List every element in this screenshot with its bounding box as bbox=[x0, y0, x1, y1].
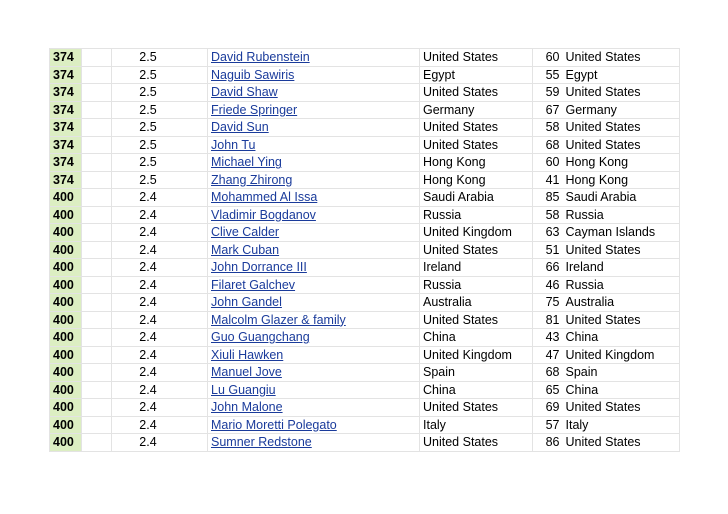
empty-cell bbox=[82, 329, 112, 347]
citizenship-cell: United States bbox=[420, 136, 533, 154]
person-link[interactable]: Michael Ying bbox=[211, 155, 282, 170]
net-worth-cell: 2.4 bbox=[112, 189, 208, 207]
net-worth-cell: 2.4 bbox=[112, 311, 208, 329]
name-cell bbox=[208, 154, 420, 172]
net-worth-cell: 2.4 bbox=[112, 206, 208, 224]
person-link[interactable]: David Rubenstein bbox=[211, 50, 310, 65]
person-link[interactable]: Malcolm Glazer & family bbox=[211, 312, 346, 327]
table-body bbox=[50, 49, 680, 452]
table-row bbox=[50, 49, 680, 67]
table-row bbox=[50, 434, 680, 452]
residence-cell: Hong Kong bbox=[564, 171, 680, 189]
empty-cell bbox=[82, 154, 112, 172]
person-link[interactable]: Zhang Zhirong bbox=[211, 172, 293, 187]
age-cell: 58 bbox=[533, 206, 564, 224]
table-row bbox=[50, 311, 680, 329]
table-row bbox=[50, 101, 680, 119]
citizenship-cell: Saudi Arabia bbox=[420, 189, 533, 207]
name-cell bbox=[208, 346, 420, 364]
empty-cell bbox=[82, 224, 112, 242]
net-worth-cell: 2.4 bbox=[112, 416, 208, 434]
empty-cell bbox=[82, 84, 112, 102]
empty-cell bbox=[82, 206, 112, 224]
name-cell bbox=[208, 399, 420, 417]
table-row bbox=[50, 399, 680, 417]
empty-cell bbox=[82, 276, 112, 294]
citizenship-cell: Germany bbox=[420, 101, 533, 119]
rank-cell: 400 bbox=[50, 259, 82, 277]
residence-cell: Hong Kong bbox=[564, 154, 680, 172]
age-cell: 67 bbox=[533, 101, 564, 119]
residence-cell: Cayman Islands bbox=[564, 224, 680, 242]
rank-cell: 400 bbox=[50, 381, 82, 399]
name-cell bbox=[208, 206, 420, 224]
age-cell: 85 bbox=[533, 189, 564, 207]
residence-cell: United States bbox=[564, 119, 680, 137]
citizenship-cell: United States bbox=[420, 241, 533, 259]
net-worth-cell: 2.5 bbox=[112, 66, 208, 84]
rank-cell: 400 bbox=[50, 224, 82, 242]
rank-cell: 374 bbox=[50, 154, 82, 172]
age-cell: 66 bbox=[533, 259, 564, 277]
rank-cell: 374 bbox=[50, 119, 82, 137]
age-cell: 86 bbox=[533, 434, 564, 452]
person-link[interactable]: Lu Guangiu bbox=[211, 382, 276, 397]
age-cell: 60 bbox=[533, 154, 564, 172]
name-cell bbox=[208, 364, 420, 382]
person-link[interactable]: John Tu bbox=[211, 137, 256, 152]
net-worth-cell: 2.4 bbox=[112, 294, 208, 312]
age-cell: 46 bbox=[533, 276, 564, 294]
citizenship-cell: Australia bbox=[420, 294, 533, 312]
person-link[interactable]: Clive Calder bbox=[211, 225, 280, 240]
net-worth-cell: 2.5 bbox=[112, 136, 208, 154]
net-worth-cell: 2.5 bbox=[112, 119, 208, 137]
rank-cell: 374 bbox=[50, 101, 82, 119]
residence-cell: United States bbox=[564, 84, 680, 102]
table-row bbox=[50, 136, 680, 154]
net-worth-cell: 2.5 bbox=[112, 101, 208, 119]
residence-cell: United States bbox=[564, 434, 680, 452]
residence-cell: Egypt bbox=[564, 66, 680, 84]
name-cell bbox=[208, 276, 420, 294]
name-cell bbox=[208, 66, 420, 84]
name-cell bbox=[208, 329, 420, 347]
age-cell: 57 bbox=[533, 416, 564, 434]
age-cell: 63 bbox=[533, 224, 564, 242]
citizenship-cell: United States bbox=[420, 84, 533, 102]
table-row bbox=[50, 276, 680, 294]
citizenship-cell: Italy bbox=[420, 416, 533, 434]
empty-cell bbox=[82, 136, 112, 154]
citizenship-cell: Russia bbox=[420, 206, 533, 224]
residence-cell: Ireland bbox=[564, 259, 680, 277]
residence-cell: Saudi Arabia bbox=[564, 189, 680, 207]
net-worth-cell: 2.5 bbox=[112, 84, 208, 102]
citizenship-cell: United States bbox=[420, 49, 533, 67]
rank-cell: 400 bbox=[50, 399, 82, 417]
name-cell bbox=[208, 294, 420, 312]
name-cell bbox=[208, 224, 420, 242]
citizenship-cell: United States bbox=[420, 434, 533, 452]
empty-cell bbox=[82, 49, 112, 67]
age-cell: 58 bbox=[533, 119, 564, 137]
residence-cell: United Kingdom bbox=[564, 346, 680, 364]
empty-cell bbox=[82, 346, 112, 364]
age-cell: 65 bbox=[533, 381, 564, 399]
person-link[interactable]: David Shaw bbox=[211, 85, 278, 100]
empty-cell bbox=[82, 416, 112, 434]
empty-cell bbox=[82, 364, 112, 382]
residence-cell: United States bbox=[564, 311, 680, 329]
rank-cell: 374 bbox=[50, 171, 82, 189]
age-cell: 51 bbox=[533, 241, 564, 259]
name-cell bbox=[208, 416, 420, 434]
empty-cell bbox=[82, 241, 112, 259]
table-row bbox=[50, 119, 680, 137]
table-row bbox=[50, 346, 680, 364]
person-link[interactable]: Mark Cuban bbox=[211, 242, 280, 257]
net-worth-cell: 2.4 bbox=[112, 329, 208, 347]
person-link[interactable]: Vladimir Bogdanov bbox=[211, 207, 316, 222]
name-cell bbox=[208, 189, 420, 207]
name-cell bbox=[208, 49, 420, 67]
empty-cell bbox=[82, 434, 112, 452]
age-cell: 47 bbox=[533, 346, 564, 364]
net-worth-cell: 2.4 bbox=[112, 224, 208, 242]
citizenship-cell: United States bbox=[420, 311, 533, 329]
net-worth-cell: 2.4 bbox=[112, 381, 208, 399]
name-cell bbox=[208, 84, 420, 102]
net-worth-cell: 2.5 bbox=[112, 171, 208, 189]
name-cell bbox=[208, 434, 420, 452]
table-row bbox=[50, 294, 680, 312]
person-link[interactable]: Guo Guangchang bbox=[211, 330, 310, 345]
rank-cell: 400 bbox=[50, 206, 82, 224]
person-link[interactable]: Friede Springer bbox=[211, 102, 298, 117]
empty-cell bbox=[82, 189, 112, 207]
citizenship-cell: China bbox=[420, 381, 533, 399]
net-worth-cell: 2.4 bbox=[112, 259, 208, 277]
empty-cell bbox=[82, 311, 112, 329]
name-cell bbox=[208, 381, 420, 399]
name-cell bbox=[208, 241, 420, 259]
rank-cell: 400 bbox=[50, 241, 82, 259]
table-row bbox=[50, 381, 680, 399]
table-row bbox=[50, 154, 680, 172]
empty-cell bbox=[82, 399, 112, 417]
citizenship-cell: Russia bbox=[420, 276, 533, 294]
empty-cell bbox=[82, 119, 112, 137]
rank-cell: 374 bbox=[50, 49, 82, 67]
table-row bbox=[50, 416, 680, 434]
residence-cell: Italy bbox=[564, 416, 680, 434]
table-row bbox=[50, 259, 680, 277]
residence-cell: United States bbox=[564, 399, 680, 417]
citizenship-cell: United Kingdom bbox=[420, 346, 533, 364]
rank-cell: 400 bbox=[50, 416, 82, 434]
table-row bbox=[50, 241, 680, 259]
rank-cell: 400 bbox=[50, 189, 82, 207]
empty-cell bbox=[82, 294, 112, 312]
rank-cell: 400 bbox=[50, 364, 82, 382]
residence-cell: Spain bbox=[564, 364, 680, 382]
person-link[interactable]: Xiuli Hawken bbox=[211, 347, 284, 362]
net-worth-cell: 2.4 bbox=[112, 276, 208, 294]
billionaire-table bbox=[49, 48, 680, 452]
residence-cell: United States bbox=[564, 136, 680, 154]
table-row bbox=[50, 329, 680, 347]
table-row bbox=[50, 84, 680, 102]
person-link[interactable]: Mario Moretti Polegato bbox=[211, 417, 337, 432]
age-cell: 81 bbox=[533, 311, 564, 329]
net-worth-cell: 2.4 bbox=[112, 346, 208, 364]
residence-cell: China bbox=[564, 329, 680, 347]
table-row bbox=[50, 66, 680, 84]
age-cell: 68 bbox=[533, 364, 564, 382]
empty-cell bbox=[82, 101, 112, 119]
rank-cell: 400 bbox=[50, 276, 82, 294]
name-cell bbox=[208, 259, 420, 277]
rank-cell: 400 bbox=[50, 311, 82, 329]
age-cell: 55 bbox=[533, 66, 564, 84]
name-cell bbox=[208, 101, 420, 119]
citizenship-cell: China bbox=[420, 329, 533, 347]
residence-cell: Russia bbox=[564, 276, 680, 294]
table-row bbox=[50, 364, 680, 382]
citizenship-cell: Egypt bbox=[420, 66, 533, 84]
name-cell bbox=[208, 171, 420, 189]
rank-cell: 400 bbox=[50, 346, 82, 364]
age-cell: 68 bbox=[533, 136, 564, 154]
net-worth-cell: 2.4 bbox=[112, 434, 208, 452]
rank-cell: 374 bbox=[50, 136, 82, 154]
net-worth-cell: 2.4 bbox=[112, 364, 208, 382]
citizenship-cell: Spain bbox=[420, 364, 533, 382]
age-cell: 43 bbox=[533, 329, 564, 347]
residence-cell: United States bbox=[564, 49, 680, 67]
citizenship-cell: Hong Kong bbox=[420, 171, 533, 189]
rank-cell: 400 bbox=[50, 294, 82, 312]
person-link[interactable]: John Dorrance III bbox=[211, 260, 307, 275]
rank-cell: 400 bbox=[50, 329, 82, 347]
name-cell bbox=[208, 311, 420, 329]
rank-cell: 374 bbox=[50, 84, 82, 102]
name-cell bbox=[208, 119, 420, 137]
person-link[interactable]: David Sun bbox=[211, 120, 269, 135]
net-worth-cell: 2.5 bbox=[112, 49, 208, 67]
age-cell: 75 bbox=[533, 294, 564, 312]
person-link[interactable]: Sumner Redstone bbox=[211, 435, 312, 450]
residence-cell: Russia bbox=[564, 206, 680, 224]
residence-cell: Australia bbox=[564, 294, 680, 312]
net-worth-cell: 2.4 bbox=[112, 241, 208, 259]
citizenship-cell: Ireland bbox=[420, 259, 533, 277]
person-link[interactable]: Manuel Jove bbox=[211, 365, 282, 380]
table-row bbox=[50, 171, 680, 189]
table-row bbox=[50, 224, 680, 242]
age-cell: 41 bbox=[533, 171, 564, 189]
residence-cell: United States bbox=[564, 241, 680, 259]
citizenship-cell: United Kingdom bbox=[420, 224, 533, 242]
residence-cell: China bbox=[564, 381, 680, 399]
person-link[interactable]: Mohammed Al Issa bbox=[211, 190, 318, 205]
name-cell bbox=[208, 136, 420, 154]
empty-cell bbox=[82, 381, 112, 399]
person-link[interactable]: Naguib Sawiris bbox=[211, 67, 295, 82]
age-cell: 69 bbox=[533, 399, 564, 417]
rank-cell: 400 bbox=[50, 434, 82, 452]
table-row bbox=[50, 189, 680, 207]
table-row bbox=[50, 206, 680, 224]
net-worth-cell: 2.4 bbox=[112, 399, 208, 417]
age-cell: 60 bbox=[533, 49, 564, 67]
citizenship-cell: United States bbox=[420, 399, 533, 417]
age-cell: 59 bbox=[533, 84, 564, 102]
empty-cell bbox=[82, 171, 112, 189]
citizenship-cell: Hong Kong bbox=[420, 154, 533, 172]
person-link[interactable]: John Gandel bbox=[211, 295, 282, 310]
citizenship-cell: United States bbox=[420, 119, 533, 137]
rank-cell: 374 bbox=[50, 66, 82, 84]
residence-cell: Germany bbox=[564, 101, 680, 119]
empty-cell bbox=[82, 66, 112, 84]
net-worth-cell: 2.5 bbox=[112, 154, 208, 172]
person-link[interactable]: Filaret Galchev bbox=[211, 277, 296, 292]
empty-cell bbox=[82, 259, 112, 277]
person-link[interactable]: John Malone bbox=[211, 400, 283, 415]
